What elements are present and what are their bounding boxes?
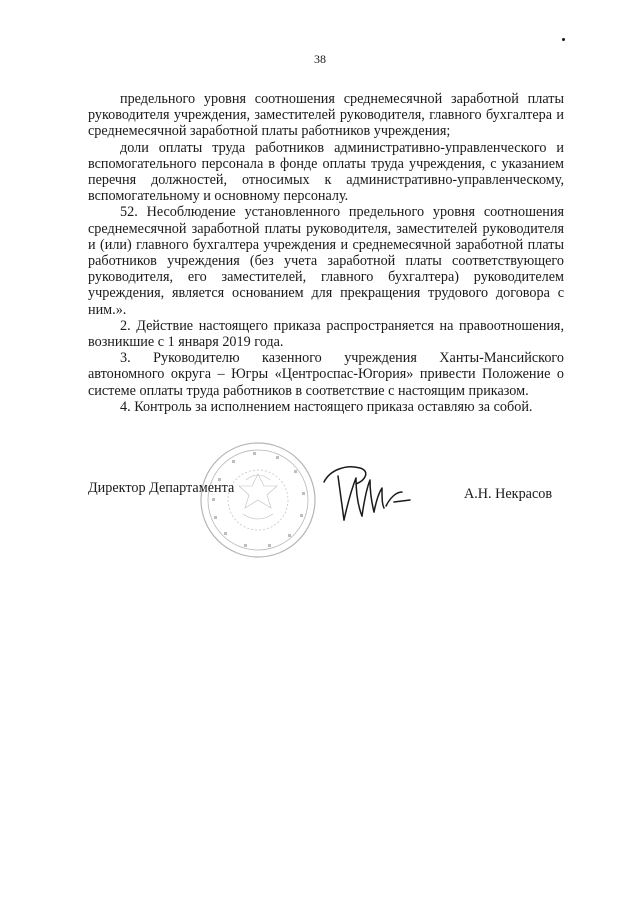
- corner-mark: [562, 38, 565, 41]
- handwritten-signature: [316, 462, 416, 526]
- paragraph-item-2: 2. Действие настоящего приказа распространяется на правоотношения, возникшие с 1 января 2019 года.: [88, 317, 564, 351]
- paragraph-52: 52. Несоблюдение установленного предельного уровня соотношения среднемесячной заработной платы руководителя, заместителей руководителя и (или) главного бухгалтера учреждения и среднемесячной заработной платы работников учреждения (без учета заработной платы соответствующего руководителя, его заместителей, главного бухгалтера) руководителем учреждения, является основанием для прекращения трудового договора с ним.».: [88, 204, 564, 318]
- paragraph-staff-share: доли оплаты труда работников административно-управленческого и вспомогательного персонала в фонде оплаты труда учреждения, с указанием перечня должностей, относимых к административно-управленческому, вспомогательному и основному персоналу.: [88, 139, 564, 205]
- paragraph-ratio-limit: предельного уровня соотношения среднемесячной заработной платы руководителя учреждения, заместителей руководителя, главного бухгалтера и среднемесячной заработной платы работников учреждения;: [88, 91, 564, 140]
- page-number: 38: [314, 52, 326, 66]
- official-seal: [198, 440, 318, 560]
- signature-block: [88, 470, 564, 550]
- paragraph-item-4: 4. Контроль за исполнением настоящего приказа оставляю за собой.: [120, 398, 533, 415]
- document-body: [88, 91, 564, 415]
- paragraph-item-3: 3. Руководителю казенного учреждения Ханты-Мансийского автономного округа – Югры «Центроспас-Югория» привести Положение о системе оплаты труда работников в соответствие с настоящим приказом.: [88, 350, 564, 399]
- signer-name: А.Н. Некрасов: [464, 486, 553, 502]
- signer-title: Директор Департамента: [88, 480, 235, 496]
